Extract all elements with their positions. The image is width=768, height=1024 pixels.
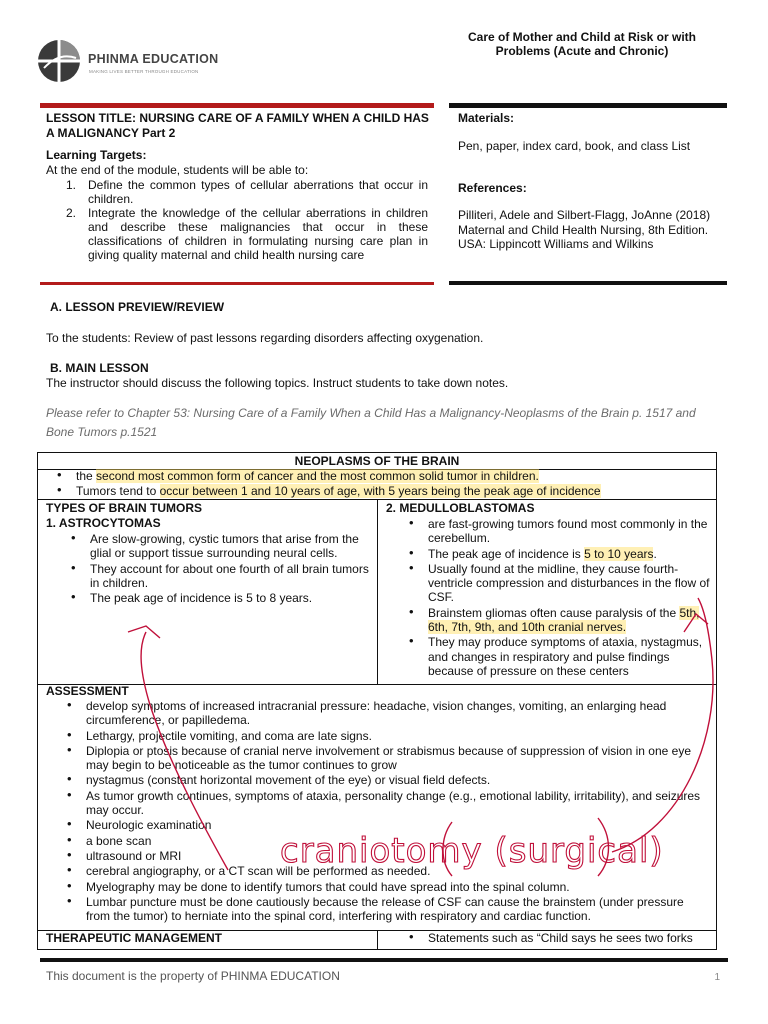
astrocytomas-heading: 1. ASTROCYTOMAS: [46, 516, 161, 530]
logo-tagline: MAKING LIVES BETTER THROUGH EDUCATION: [89, 69, 199, 74]
list-item: • They may produce symptoms of ataxia, nystagmus, and changes in respiratory and pulse findings because of pressure on these centers: [404, 635, 714, 678]
materials-heading: Materials:: [458, 111, 515, 125]
list-item: • Diplopia or ptosis because of cranial nerve involvement or strabismus because of suppression of vision in one eye may begin to be noticeable as the tumor continues to grow: [62, 744, 710, 773]
list-number: 2.: [66, 206, 77, 220]
astrocytomas-list: [66, 532, 372, 606]
list-item-text: the: [76, 469, 97, 483]
learning-targets-list: [66, 178, 428, 262]
assessment-heading: ASSESSMENT: [46, 684, 129, 698]
table-rule: [38, 684, 716, 685]
list-number: 1.: [66, 178, 77, 192]
logo-name: PHINMA EDUCATION: [88, 52, 219, 66]
list-item: • Are slow-growing, cystic tumors that arise from the glial or support tissue surrounding neural cells.: [66, 532, 372, 561]
learning-targets-intro: At the end of the module, students will be able to:: [46, 163, 309, 177]
medulloblastomas-list: [404, 517, 714, 679]
page-number: 1: [714, 972, 720, 983]
phinma-logo: [36, 38, 236, 78]
list-item: • Neurologic examination: [62, 818, 710, 832]
table-column-rule: [377, 499, 378, 685]
learning-targets-heading: Learning Targets:: [46, 148, 147, 162]
list-item-text: Define the common types of cellular aberrations that occur in children.: [88, 178, 428, 206]
list-item-text: Tumors tend to: [76, 484, 160, 499]
list-item: • As tumor growth continues, symptoms of ataxia, personality change (e.g., emotional lability, irritability), and seizures may occur.: [62, 789, 710, 818]
list-item: [404, 547, 714, 561]
table-column-rule: [377, 930, 378, 950]
list-item: [66, 178, 428, 206]
types-heading: TYPES OF BRAIN TUMORS: [46, 501, 203, 515]
section-a-heading: A. LESSON PREVIEW/REVIEW: [50, 300, 225, 314]
section-divider-red: [40, 282, 434, 285]
highlighted-text: occur between 1 and 10 years of age, with 5 years being the peak age of incidence: [159, 484, 601, 499]
medulloblastomas-heading: 2. MEDULLOBLASTOMAS: [386, 501, 535, 515]
list-item: • Myelography may be done to identify tumors that could have spread into the spinal column.: [62, 880, 710, 894]
list-item: [66, 206, 428, 262]
section-a-text: To the students: Review of past lessons regarding disorders affecting oxygenation.: [46, 331, 484, 345]
phinma-logo-icon: [36, 38, 82, 84]
list-item: • Lumbar puncture must be done cautiously because the release of CSF can cause the brainstem (under pressure from the tumor) to herniate into the spinal cord, interfering with respiratory and cardiac function.: [62, 895, 710, 924]
list-item-text: The peak age of incidence is: [428, 546, 585, 561]
references-heading: References:: [458, 181, 527, 195]
section-b-heading: B. MAIN LESSON: [50, 361, 149, 375]
list-item: • They account for about one fourth of all brain tumors in children.: [66, 562, 372, 591]
list-item: • are fast-growing tumors found most commonly in the cerebellum.: [404, 517, 714, 546]
list-item-text: Brainstem gliomas often cause paralysis of the: [428, 605, 680, 620]
highlighted-text: second most common form of cancer and the most common solid tumor in children.: [96, 469, 539, 483]
list-item: [52, 469, 702, 483]
list-item: • ultrasound or MRI: [62, 849, 710, 863]
therapeutic-heading: THERAPEUTIC MANAGEMENT: [46, 931, 222, 945]
header-divider-red: [40, 103, 434, 108]
handwritten-note: craniotomy (surgical): [280, 831, 664, 871]
chapter-reference: Please refer to Chapter 53: Nursing Care of a Family When a Child Has a Malignancy-Neoplasms of the Brain p. 1517 and Bone Tumors p.1521: [46, 406, 696, 439]
table-title: NEOPLASMS OF THE BRAIN: [294, 454, 460, 468]
assessment-list: [62, 699, 710, 924]
neoplasms-table: [37, 452, 717, 950]
list-item: • Statements such as “Child says he sees two forks: [404, 931, 714, 945]
footer-text: This document is the property of PHINMA EDUCATION: [46, 969, 340, 983]
course-title: Care of Mother and Child at Risk or with Problems (Acute and Chronic): [467, 30, 697, 58]
list-item: [404, 606, 714, 635]
neoplasm-intro-list: [52, 469, 702, 500]
highlighted-text: 5th, 6th, 7th, 9th, and 10th cranial nerves.: [428, 605, 700, 635]
materials-text: Pen, paper, index card, book, and class List: [458, 139, 691, 153]
list-item: • nystagmus (constant horizontal movement of the eye) or visual field defects.: [62, 773, 710, 787]
section-divider-dark: [449, 281, 727, 285]
list-item: • Usually found at the midline, they cause fourth-ventricle compression and disturbances in the flow of CSF.: [404, 562, 714, 605]
list-item: • cerebral angiography, or a CT scan will be performed as needed.: [62, 864, 710, 878]
list-item: • a bone scan: [62, 834, 710, 848]
list-item: • Lethargy, projectile vomiting, and coma are late signs.: [62, 729, 710, 743]
list-item-text: Integrate the knowledge of the cellular aberrations in children and describe these malignancies that occur in these classifications of children in formulating nursing care plan in giving quality maternal and child health nursing care: [88, 206, 428, 262]
therapeutic-list: [404, 931, 714, 946]
list-item-text: .: [653, 546, 657, 561]
highlighted-text: 5 to 10 years: [584, 546, 654, 561]
list-item: • develop symptoms of increased intracranial pressure: headache, vision changes, vomiting, an enlarging head circumference, or papilledema.: [62, 699, 710, 728]
lesson-title: LESSON TITLE: NURSING CARE OF A FAMILY WHEN A CHILD HAS A MALIGNANCY Part 2: [46, 111, 429, 140]
list-item: • The peak age of incidence is 5 to 8 years.: [66, 591, 372, 605]
footer-divider: [40, 958, 728, 962]
section-b-text: The instructor should discuss the following topics. Instruct students to take down notes.: [46, 376, 509, 390]
references-text: Pilliteri, Adele and Silbert-Flagg, JoAnne (2018) Maternal and Child Health Nursing, 8th Edition. USA: Lippincott Williams and Wilkins: [458, 208, 711, 251]
header-divider-dark: [449, 103, 727, 108]
list-item: [52, 484, 702, 498]
